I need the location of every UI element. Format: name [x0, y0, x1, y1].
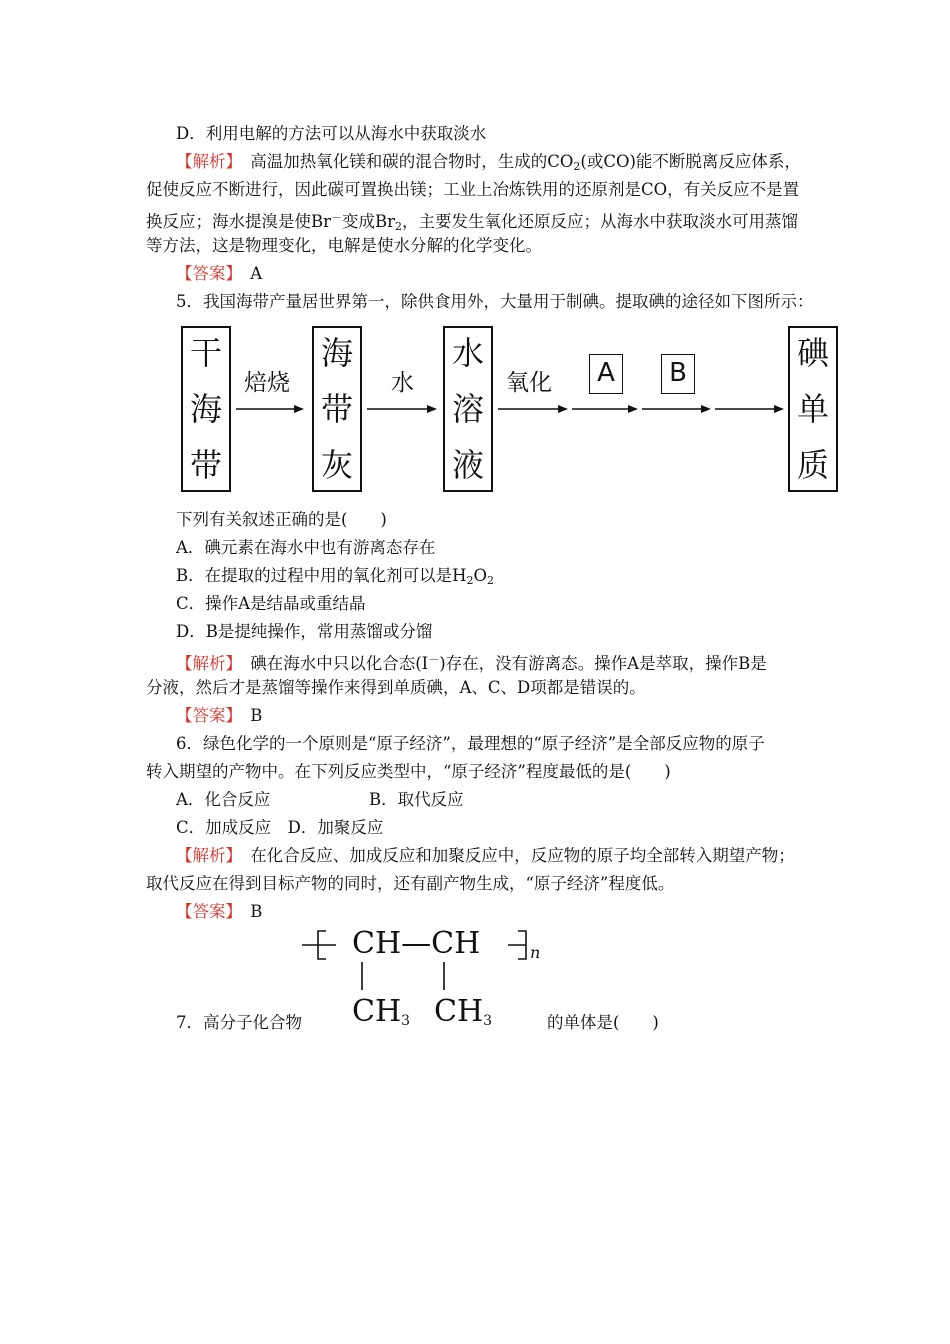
q7-stem-prefix: 7．高分子化合物 [176, 1013, 302, 1032]
answer-tag: 【答案】 [176, 902, 234, 921]
q6-analysis-line1: 【解析】 在化合反应、加成反应和加聚反应中，反应物的原子均全部转入期望产物； [176, 846, 795, 865]
flow-box-dry-kelp-char2: 海 [189, 390, 222, 428]
q5-option-d: D．B是提纯操作，常用蒸馏或分馏 [176, 622, 433, 641]
flow-arrow-label-water: 水 [391, 370, 414, 396]
flow-arrow-6 [715, 405, 784, 413]
polymer-subscript-n: n [530, 943, 541, 962]
flow-box-dry-kelp-char3: 带 [189, 446, 222, 484]
q6-option-cd: C．加成反应 D．加聚反应 [176, 818, 384, 837]
q5-analysis-line2: 分液，然后才是蒸馏等操作来得到单质碘，A、C、D项都是错误的。 [146, 678, 646, 697]
answer-tag: 【答案】 [176, 706, 234, 725]
polymer-methyl-1: CH3 [352, 994, 411, 1029]
q6-analysis-line2: 取代反应在得到目标产物的同时，还有副产物生成，“原子经济”程度低。 [146, 874, 675, 893]
flow-box-kelp-ash-char3: 灰 [320, 446, 353, 484]
q5-stem: 5．我国海带产量居世界第一，除供食用外，大量用于制碘。提取碘的途径如下图所示： [176, 292, 814, 311]
q5-option-b: B．在提取的过程中用的氧化剂可以是$H_2O_2$ [176, 566, 495, 587]
flow-arrow-1 [236, 405, 304, 413]
q7-stem-suffix: 的单体是( ) [547, 1013, 659, 1032]
flow-box-solution-char3: 液 [451, 446, 484, 484]
flow-box-operation-b: B [661, 354, 695, 394]
q4-analysis-line2: 促使反应不断进行，因此碳可置换出镁；工业上冶炼铁用的还原剂是CO，有关反应不是置 [146, 180, 800, 199]
flow-arrow-4 [572, 405, 638, 413]
flow-arrow-5 [642, 405, 711, 413]
flow-box-kelp-ash-char2: 带 [320, 390, 353, 428]
flow-box-iodine-char3: 质 [796, 446, 829, 484]
q4-analysis-line3: 换反应；海水提溴是使Br－变成$Br_2$，主要发生氧化还原反应；从海水中获取淡水可用蒸馏 [146, 211, 799, 233]
q5-option-c: C．操作A是结晶或重结晶 [176, 594, 366, 613]
flow-box-dry-kelp-char1: 干 [189, 334, 222, 372]
q5-option-a: A．碘元素在海水中也有游离态存在 [176, 538, 436, 557]
flow-arrow-2 [367, 405, 437, 413]
answer-tag: 【答案】 [176, 264, 234, 283]
polymer-methyl-2: CH3 [434, 994, 493, 1029]
q6-option-b: B．取代反应 [369, 790, 464, 809]
q4-option-d: D．利用电解的方法可以从海水中获取淡水 [176, 124, 487, 143]
analysis-tag: 【解析】 [176, 846, 234, 865]
analysis-tag: 【解析】 [176, 152, 234, 171]
q6-answer: 【答案】 B [176, 902, 263, 921]
flow-box-iodine-char1: 碘 [796, 334, 829, 372]
flow-box-iodine-char2: 单 [796, 390, 829, 428]
q4-answer: 【答案】 A [176, 264, 263, 283]
q5-analysis-line1: 【解析】 碘在海水中只以化合态(I－)存在，没有游离态。操作A是萃取，操作B是 [176, 653, 767, 673]
q6-option-a: A．化合反应 [176, 790, 271, 809]
q5-answer: 【答案】 B [176, 706, 263, 725]
q6-stem-line2: 转入期望的产物中。在下列反应类型中，“原子经济”程度最低的是( ) [146, 762, 671, 781]
flow-box-operation-a: A [589, 354, 623, 394]
flow-arrow-label-roast: 焙烧 [244, 370, 290, 396]
flow-arrow-3 [498, 405, 568, 413]
flow-arrow-label-oxidize: 氧化 [506, 370, 552, 396]
polymer-backbone: CH—CH [352, 926, 481, 961]
q6-stem-line1: 6．绿色化学的一个原则是“原子经济”，最理想的“原子经济”是全部反应物的原子 [176, 734, 765, 753]
q5-question: 下列有关叙述正确的是( ) [176, 510, 387, 529]
q4-analysis-line1: 【解析】 高温加热氧化镁和碳的混合物时，生成的$CO_2$(或CO)能不断脱离反应体系， [176, 152, 801, 173]
q4-analysis-line4: 等方法，这是物理变化，电解是使水分解的化学变化。 [146, 236, 542, 255]
polymer-right-bracket [518, 931, 526, 959]
flow-box-solution-char1: 水 [451, 334, 484, 372]
polymer-left-bracket [318, 931, 326, 959]
analysis-tag: 【解析】 [176, 654, 234, 673]
flow-box-kelp-ash-char1: 海 [320, 334, 353, 372]
flow-box-solution-char2: 溶 [451, 390, 484, 428]
